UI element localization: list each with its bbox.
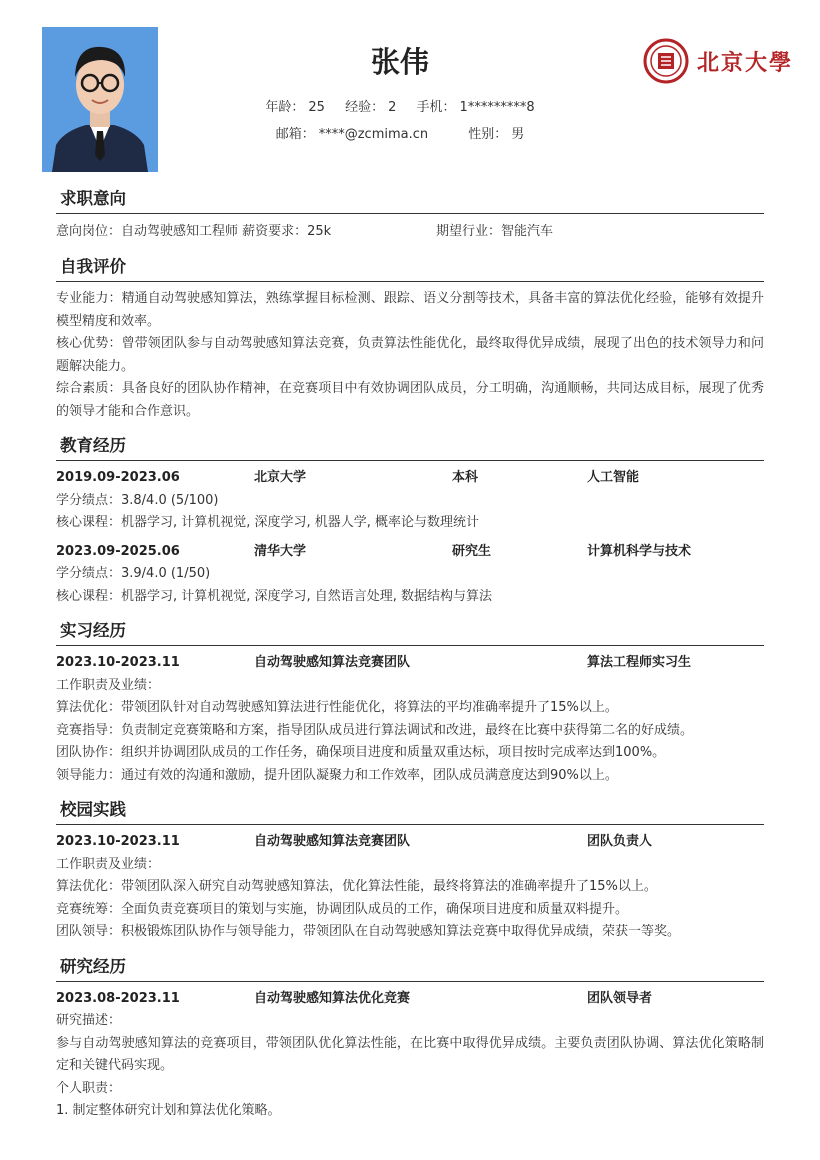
research-date: 2023.08-2023.11 <box>56 990 180 1006</box>
edu-date: 2023.09-2025.06 <box>56 543 180 559</box>
section-self-evaluation <box>56 252 764 423</box>
edu-date: 2019.09-2023.06 <box>56 470 180 485</box>
info-line-1 <box>0 96 800 115</box>
intent-industry: 期望行业：智能汽车 <box>436 224 554 239</box>
university-seal-icon <box>643 38 689 84</box>
section-title: 求职意向 <box>56 184 764 214</box>
self-eval-line: 专业能力：精通自动驾驶感知算法，熟练掌握目标检测、跟踪、语义分割等技术，具备丰富的算法优化经验，能够有效提升模型精度和效率。 <box>56 291 764 329</box>
edu-gpa: 学分绩点：3.8/4.0 (5/100) <box>56 492 219 508</box>
research-line: 参与自动驾驶感知算法的竞赛项目，带领团队优化算法性能，在比赛中取得优异成绩。主要负责团队协调、算法优化策略制定和关键代码实现。 <box>56 1035 764 1073</box>
research-line: 个人职责： <box>56 1080 122 1096</box>
campus-org: 自动驾驶感知算法竞赛团队 <box>254 834 411 849</box>
edu-school: 清华大学 <box>254 543 307 559</box>
section-research <box>56 952 764 1123</box>
intern-line: 团队协作：组织并协调团队成员的工作任务，确保项目进度和质量双重达标，项目按时完成率达到100%。 <box>56 745 666 760</box>
section-campus <box>56 795 764 944</box>
campus-line: 竞赛统筹：全面负责竞赛项目的策划与实施，协调团队成员的工作，确保项目进度和质量双料提升。 <box>56 901 629 917</box>
intent-position: 意向岗位：自动驾驶感知工程师 薪资要求：25k <box>56 224 332 239</box>
edu-school: 北京大学 <box>254 470 307 485</box>
section-title: 研究经历 <box>56 952 764 982</box>
campus-role: 团队负责人 <box>587 834 653 849</box>
section-education <box>56 431 764 608</box>
resume-content <box>56 184 764 1131</box>
campus-line: 算法优化：带领团队深入研究自动驾驶感知算法，优化算法性能，最终将算法的准确率提升了15%以上。 <box>56 879 657 894</box>
education-item <box>56 467 764 535</box>
phone-label: 手机： <box>416 100 456 115</box>
info-line-2 <box>0 123 800 142</box>
gender-value: 男 <box>511 127 525 142</box>
age-value: 25 <box>308 100 325 115</box>
campus-line: 团队领导：积极锻炼团队协作与领导能力，带领团队在自动驾驶感知算法竞赛中取得优异成绩，荣获一等奖。 <box>56 924 681 939</box>
intern-line: 领导能力：通过有效的沟通和激励，提升团队凝聚力和工作效率，团队成员满意度达到90%以上。 <box>56 767 618 783</box>
education-item <box>56 541 764 609</box>
intern-line: 工作职责及业绩： <box>56 677 161 693</box>
self-eval-line: 核心优势：曾带领团队参与自动驾驶感知算法竞赛，负责算法性能优化，最终取得优异成绩，展现了出色的技术领导力和问题解决能力。 <box>56 336 764 374</box>
intern-line: 算法优化：带领团队针对自动驾驶感知算法进行性能优化，将算法的平均准确率提升了15%以上。 <box>56 700 618 715</box>
age-label: 年龄： <box>265 100 305 115</box>
gender-label: 性别： <box>468 127 508 142</box>
campus-date: 2023.10-2023.11 <box>56 834 180 849</box>
university-logo-text: 北京大學 <box>697 49 794 76</box>
email-value: ****@zcmima.cn <box>318 127 429 142</box>
intern-role: 算法工程师实习生 <box>587 655 692 670</box>
phone-value: 1*********8 <box>459 100 535 115</box>
research-project: 自动驾驶感知算法优化竞赛 <box>254 990 411 1006</box>
section-title: 教育经历 <box>56 431 764 461</box>
section-title: 校园实践 <box>56 795 764 825</box>
section-title: 实习经历 <box>56 616 764 646</box>
email-label: 邮箱： <box>275 127 315 142</box>
edu-major: 人工智能 <box>587 470 640 485</box>
research-line: 研究描述： <box>56 1013 122 1028</box>
edu-major: 计算机科学与技术 <box>587 543 692 559</box>
self-eval-line: 综合素质：具备良好的团队协作精神，在竞赛项目中有效协调团队成员，分工明确，沟通顺畅，共同达成目标，展现了优秀的领导才能和合作意识。 <box>56 381 764 419</box>
candidate-name: 张伟 <box>370 45 429 79</box>
experience-label: 经验： <box>345 100 385 115</box>
research-role: 团队领导者 <box>587 990 653 1006</box>
section-title: 自我评价 <box>56 252 764 282</box>
section-internship <box>56 616 764 787</box>
campus-line: 工作职责及业绩： <box>56 856 161 872</box>
edu-courses: 核心课程：机器学习, 计算机视觉, 深度学习, 机器人学, 概率论与数理统计 <box>56 515 480 530</box>
university-logo <box>643 36 795 86</box>
section-intent <box>56 184 764 244</box>
intern-line: 竞赛指导：负责制定竞赛策略和方案，指导团队成员进行算法调试和改进，最终在比赛中获得第二名的好成绩。 <box>56 722 694 738</box>
intern-date: 2023.10-2023.11 <box>56 655 180 670</box>
experience-value: 2 <box>388 100 397 115</box>
edu-degree: 研究生 <box>452 543 492 559</box>
intern-org: 自动驾驶感知算法竞赛团队 <box>254 655 411 670</box>
edu-gpa: 学分绩点：3.9/4.0 (1/50) <box>56 566 211 581</box>
edu-courses: 核心课程：机器学习, 计算机视觉, 深度学习, 自然语言处理, 数据结构与算法 <box>56 588 493 604</box>
edu-degree: 本科 <box>452 470 479 485</box>
research-line: 1. 制定整体研究计划和算法优化策略。 <box>56 1103 281 1118</box>
